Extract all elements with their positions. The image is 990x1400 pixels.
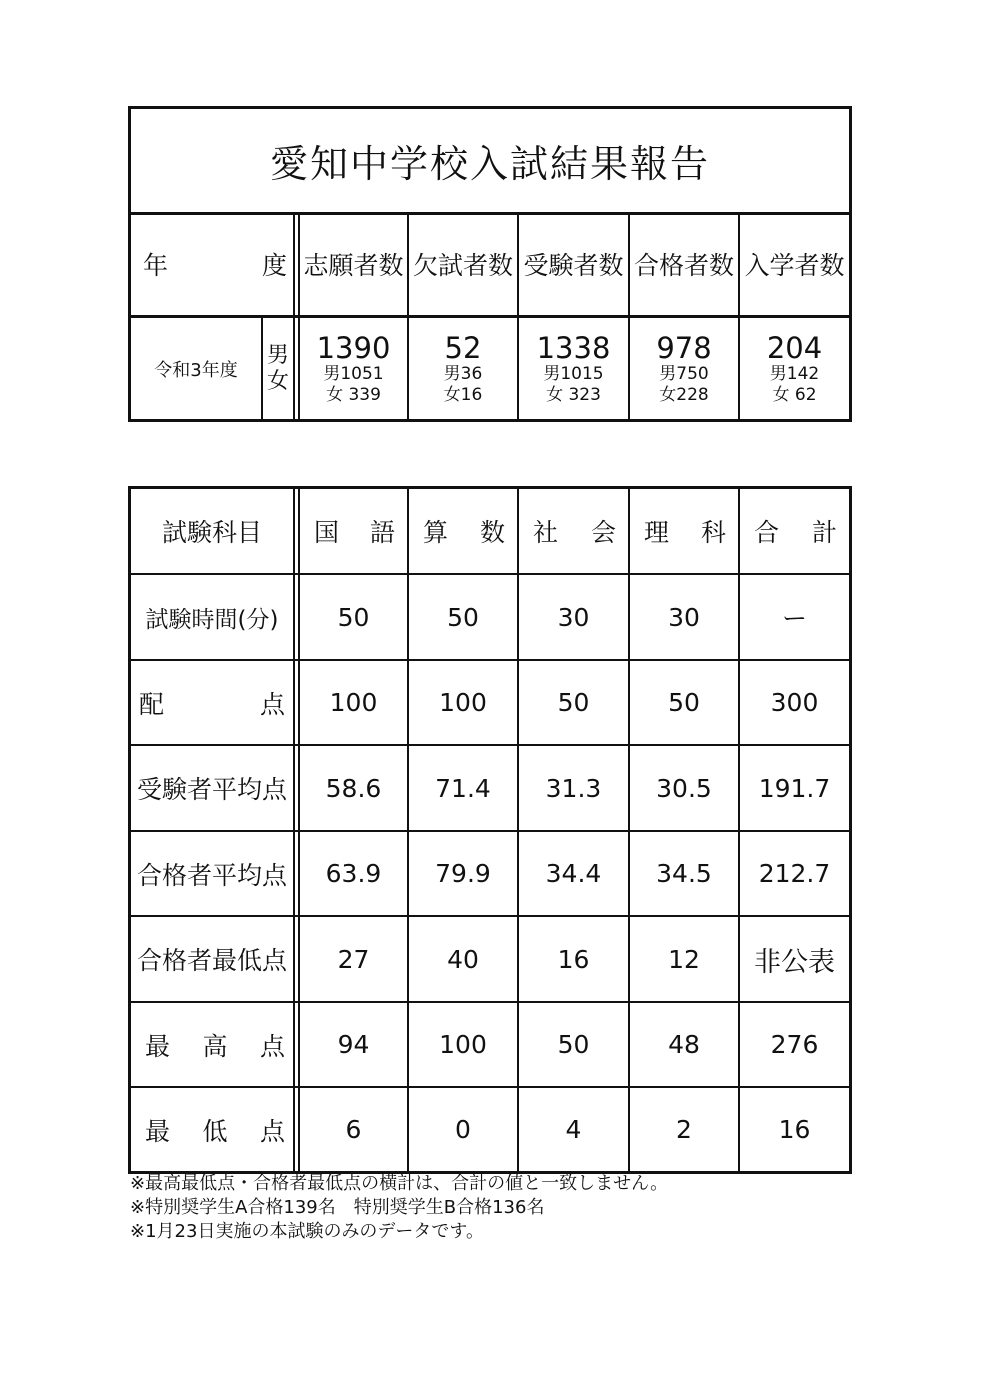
- score-value: 30: [557, 602, 590, 632]
- row-label-part: 低: [202, 1116, 228, 1146]
- subject-math-a: 算: [423, 518, 449, 547]
- header-passed: 合格者数: [633, 251, 734, 280]
- enrolled-cell: [740, 318, 849, 419]
- row-label-passer-minimum: 合格者最低点: [136, 946, 287, 975]
- score-value: 30: [668, 602, 700, 632]
- score-value: 300: [770, 688, 819, 717]
- subject-social: [519, 489, 628, 573]
- subject-math: [409, 489, 517, 573]
- score-value: 0: [455, 1115, 471, 1144]
- applicants-female: 女 339: [326, 384, 381, 405]
- subject-total-b: 計: [811, 518, 837, 547]
- gender-male-label: 男: [266, 342, 289, 368]
- scores-table: [128, 486, 852, 1174]
- row-label-part: 点: [259, 1116, 285, 1146]
- row-label-highest: [131, 1003, 293, 1086]
- subject-social-a: 社: [533, 518, 559, 547]
- score-value: 16: [557, 944, 590, 974]
- score-value: 276: [770, 1030, 819, 1059]
- subject-japanese-a: 国: [314, 518, 340, 547]
- examinees-female: 女 323: [546, 384, 601, 405]
- column-divider: [293, 489, 295, 1171]
- absentees-cell: [409, 318, 517, 419]
- notes: [130, 1172, 668, 1244]
- score-value: 2: [676, 1115, 692, 1144]
- results-table: [128, 106, 852, 422]
- score-value: ー: [781, 604, 807, 633]
- score-value: 30.5: [656, 773, 712, 803]
- score-value: 48: [668, 1030, 700, 1059]
- score-value: 71.4: [435, 773, 491, 803]
- row-label-part: 点: [259, 1031, 285, 1061]
- header-absentees: 欠試者数: [412, 251, 513, 280]
- subject-science: [630, 489, 738, 573]
- enrolled-male: 男142: [769, 363, 820, 384]
- score-value: 50: [447, 602, 479, 632]
- row-label-lowest: [131, 1088, 293, 1171]
- subject-total-a: 合: [754, 518, 780, 547]
- score-value: 212.7: [758, 859, 831, 888]
- header-enrolled: 入学者数: [744, 251, 845, 280]
- applicants-total: 1390: [316, 330, 391, 365]
- header-applicants: 志願者数: [303, 251, 404, 280]
- score-value: 63.9: [325, 859, 382, 888]
- row-label-part: 最: [145, 1031, 171, 1061]
- examinees-male: 男1015: [543, 363, 604, 384]
- note-line: ※1月23日実施の本試験のみのデータです。: [130, 1221, 484, 1242]
- row-year: 令和3年度: [154, 359, 238, 381]
- score-value: 12: [668, 944, 700, 974]
- header-year: [131, 213, 293, 315]
- passed-total: 978: [656, 330, 712, 365]
- score-value: 50: [337, 602, 370, 632]
- header-year-right: 度: [261, 251, 287, 280]
- score-value: 50: [557, 1030, 590, 1059]
- note-line: ※特別奨学生A合格139名 特別奨学生B合格136名: [130, 1197, 545, 1218]
- score-value: 94: [337, 1030, 370, 1059]
- header-subject: 試験科目: [161, 518, 262, 547]
- examinees-cell: [519, 318, 628, 419]
- subject-japanese-b: 語: [369, 518, 395, 547]
- score-value: 27: [337, 944, 370, 974]
- absentees-male: 男36: [443, 363, 483, 384]
- header-year-left: 年: [143, 251, 169, 280]
- passed-cell: [630, 318, 738, 419]
- score-value: 58.6: [325, 773, 382, 803]
- gender-female-label: 女: [266, 368, 289, 394]
- passed-female: 女228: [659, 384, 709, 405]
- score-value: 79.9: [435, 859, 491, 888]
- header-examinees: 受験者数: [523, 251, 624, 280]
- score-value: 16: [778, 1115, 811, 1144]
- subject-science-b: 科: [700, 518, 726, 547]
- score-value: 100: [439, 1030, 487, 1059]
- row-label-exam-time: 試験時間(分): [145, 606, 279, 633]
- subject-science-a: 理: [644, 518, 670, 547]
- score-value: 6: [345, 1115, 362, 1144]
- gender-label: [263, 318, 293, 419]
- applicants-male: 男1051: [323, 363, 384, 384]
- applicants-cell: [300, 318, 407, 419]
- score-value-undisclosed: 非公表: [754, 946, 835, 978]
- absentees-female: 女16: [443, 384, 483, 405]
- row-label-max-points: [131, 661, 293, 744]
- note-line: ※最高最低点・合格者最低点の横計は、合計の値と一致しません。: [130, 1173, 669, 1194]
- row-label-examinee-average: 受験者平均点: [136, 775, 287, 804]
- row-label-passer-average: 合格者平均点: [136, 860, 287, 890]
- column-divider: [293, 213, 295, 419]
- subject-math-b: 数: [479, 518, 505, 547]
- score-value: 34.4: [545, 859, 602, 888]
- subject-total: [740, 489, 849, 573]
- score-value: 40: [447, 944, 479, 974]
- passed-male: 男750: [659, 363, 709, 384]
- row-label-part: 高: [202, 1031, 228, 1061]
- row-label-part: 配: [139, 689, 165, 719]
- subject-japanese: [300, 489, 407, 573]
- score-value: 31.3: [545, 773, 602, 803]
- examinees-total: 1338: [536, 330, 611, 365]
- subject-social-b: 会: [590, 518, 616, 547]
- enrolled-female: 女 62: [772, 384, 817, 405]
- score-value: 50: [557, 688, 590, 717]
- score-value: 50: [668, 688, 700, 717]
- row-label-part: 最: [145, 1116, 171, 1146]
- score-value: 100: [329, 688, 378, 717]
- row-label-part: 点: [259, 689, 285, 719]
- enrolled-total: 204: [766, 330, 823, 365]
- absentees-total: 52: [444, 330, 482, 365]
- report-title: 愛知中学校入試結果報告: [131, 109, 849, 215]
- score-value: 34.5: [656, 859, 712, 888]
- score-value: 4: [565, 1115, 582, 1144]
- score-value: 191.7: [758, 773, 831, 803]
- score-value: 100: [439, 688, 487, 717]
